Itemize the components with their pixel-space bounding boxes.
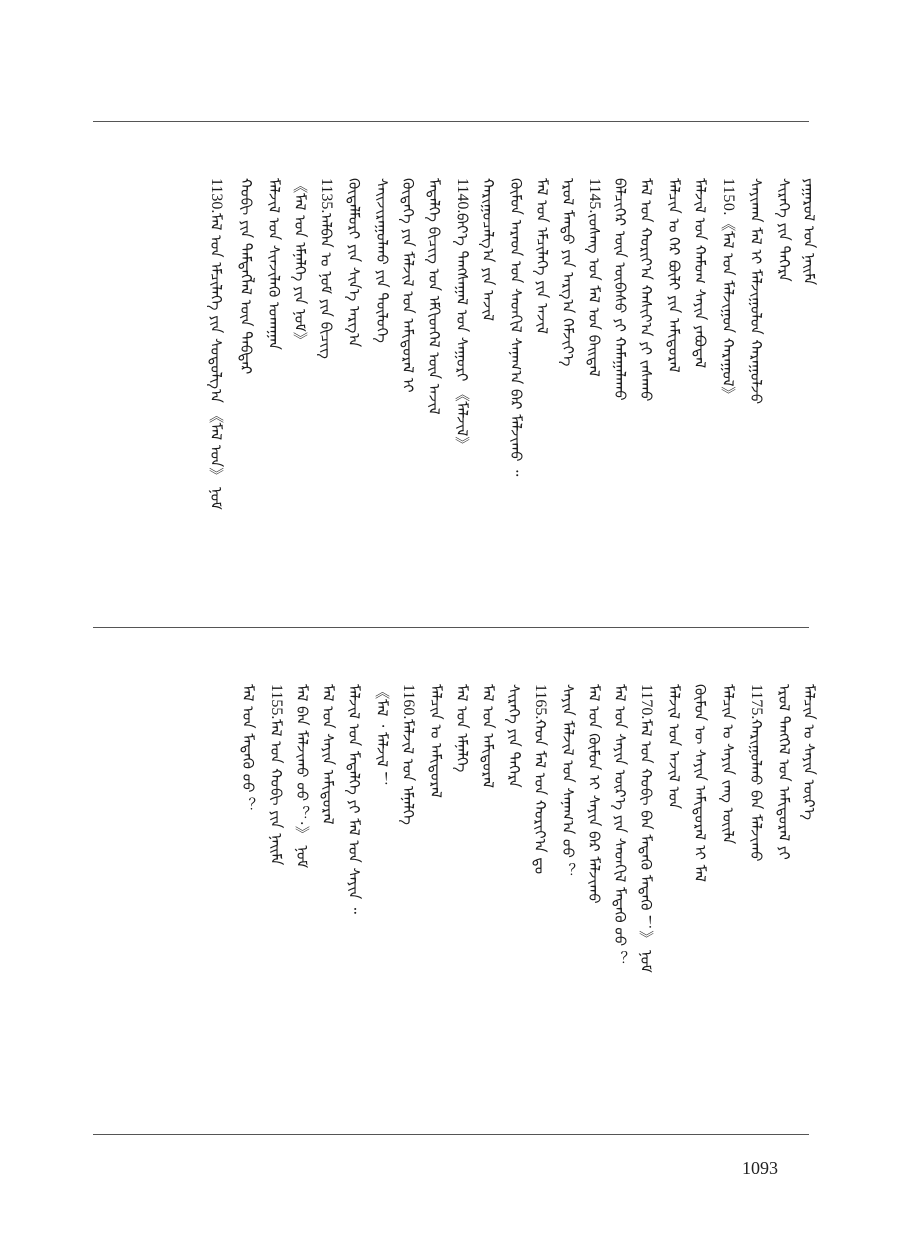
verse-text: ᠬᠦᠳᠡᠯᠮᠦᠷᠢ ᠶᠢᠨ ᠰᠢᠨ᠎ᠡ ᠠᠷᠭ᠎ᠠ [345, 178, 363, 348]
verse-line [265, 684, 287, 866]
verse-line [397, 178, 419, 393]
verse-line [635, 684, 657, 973]
verse-text: 《ᠮᠠᠯ ᠤᠨ ᠮᠠᠯᠵᠢᠭᠤᠨ ᠬᠠᠷᠠᠭᠤᠯ》 [719, 215, 737, 402]
verse-line [263, 178, 285, 350]
verse-text: ᠬᠦᠮᠦᠨ ᠠᠷᠠᠳ ᠤᠨ ᠰᠡᠳᠬᠢᠯ ᠰᠠᠨᠠᠭ᠎ᠠ ᠪᠡᠷ ᠮᠠᠯᠵᠢᠬᠤ ᠃ [507, 178, 525, 477]
verse-line [451, 178, 473, 452]
verse-text: ᠮᠠᠯᠵᠢᠯ ᠤᠨ ᠬᠠᠮᠤᠭ ᠰᠠᠶᠢᠨ ᠶᠠᠪᠤᠳᠠᠯ [691, 178, 709, 369]
verse-text: ᠮᠠᠯᠴᠢᠨ ᠤ ᠠᠮᠢᠳᠤᠷᠠᠯ [427, 684, 445, 798]
verse-line [397, 684, 419, 825]
verse-text: ᠡᠷᠦᠯ ᠲᠡᠩᠭᠡᠯ ᠤᠨ ᠠᠮᠢᠳᠤᠷᠠᠯ ᠶᠢ [775, 684, 793, 860]
verse-line [237, 684, 259, 812]
verse-text: ᠮᠠᠯᠴᠢᠨ ᠤ ᠰᠠᠶᠢᠨ ᠵᠠᠩ ᠦᠢᠯᠡ [719, 684, 737, 845]
verse-line [371, 178, 393, 343]
verse-text: ᠰᠢᠷᠡᠭᠡ ᠶᠢᠨ ᠳᠡᠭᠡᠷᠡ [505, 684, 523, 788]
verse-line [689, 178, 711, 368]
verse-line [451, 684, 473, 772]
verse-line [371, 684, 393, 787]
verse-line [717, 684, 739, 844]
verse-text: ᠮᠠᠯᠵᠢᠯ ᠤᠨ ᠮᠡᠳᠡᠯᠭᠡ ᠶᠢ ᠮᠠᠯ ᠤᠨ ᠰᠠᠶᠢᠨ ᠃ [345, 684, 363, 914]
bottom-rule [93, 1134, 809, 1135]
verse-text: ᠮᠠᠯ ᠤᠨ ᠰᠠᠶᠢᠨ ᠠᠮᠢᠳᠤᠷᠠᠯ [319, 684, 337, 825]
line-number: 1145. [586, 178, 603, 214]
verse-text: ᠬᠦᠳᠡᠭᠡ ᠶᠢᠨ ᠮᠠᠯᠵᠢᠯ ᠤᠨ ᠠᠮᠢᠳᠤᠷᠠᠯ ᠢ [399, 178, 417, 393]
verse-text: ᠮᠠᠯᠴᠢᠨ ᠤ ᠰᠠᠶᠢᠨ ᠦᠷ᠎ᠡ [800, 684, 818, 820]
verse-line [635, 178, 657, 401]
top-rule [93, 121, 809, 122]
verse-text: ᠮᠠᠯᠵᠢᠯ ᠤᠨ ᠠᠵᠢᠯ ᠤᠨ [665, 684, 683, 809]
line-number: 1140. [454, 178, 471, 214]
verse-text: ᠮᠠᠯᠵᠢᠯ ᠤᠨ ᠡᠮᠨᠡᠯᠭᠡ [399, 719, 417, 826]
verse-text: ᠡᠷᠦᠯ ᠮᠡᠨᠳᠦ ᠶᠢᠨ ᠠᠷᠭ᠎ᠠ ᠬᠡᠮᠵᠢᠶ᠎ᠡ [559, 178, 577, 367]
verse-section-lower [93, 634, 818, 1124]
verse-line [583, 178, 605, 377]
verse-text: ᠶᠠᠭᠠᠷᠤᠯ ᠤᠨ ᠨᠠᠢᠮᠠ [800, 178, 818, 286]
verse-text: ᠬᠤᠨ ᠮᠠᠯ ᠤᠨ ᠬᠣᠷᠢᠶ᠎ᠠ ᠳᠤ [531, 719, 549, 875]
verse-text: ᠮᠠᠯ ᠤᠨ ᠠᠮᠢᠳᠤᠷᠠᠯ [479, 684, 497, 788]
verse-text: ᠵᠤᠰᠠᠩ ᠤᠨ ᠮᠠᠯ ᠤᠨ ᠪᠠᠢᠳᠠᠯ [585, 213, 603, 378]
verse-text: ᠪᠡᠶ᠎ᠡ ᠲᠠᠩᠰᠠᠭᠠᠯ ᠤᠨ ᠰᠠᠭᠤᠷᠢ 《ᠮᠠᠯᠵᠢᠯ》 [453, 213, 471, 452]
verse-text: ᠪᠡᠯᠴᠢᠭᠡᠷ ᠦᠨ ᠥᠪᠡᠰᠦ ᠶᠢ ᠬᠠᠮᠠᠭᠠᠯᠠᠬᠤ [611, 178, 629, 401]
verse-text: ᠬᠦᠮᠦᠨ ᠦ ᠰᠠᠶᠢᠨ ᠠᠮᠢᠳᠤᠷᠠᠯ ᠢ ᠮᠠᠯ [691, 684, 709, 882]
verse-line [505, 178, 527, 476]
verse-text: 《ᠮᠠᠯ ᠤᠨ ᠡᠮᠨᠡᠯᠭᠡ ᠶᠢᠨ ᠨᠣᠮ》 [291, 178, 309, 347]
verse-line [205, 178, 227, 510]
verse-line [477, 684, 499, 788]
verse-text: ᠠᠯᠪᠠᠨ ᠤ ᠨᠣᠮ ᠶᠢᠨ ᠪᠢᠴᠢᠭ [317, 213, 335, 360]
verse-line [531, 178, 553, 334]
verse-line [557, 178, 579, 366]
verse-text: ᠮᠠᠯ ᠤᠨ ᠰᠠᠶᠢᠨ ᠦᠷ᠎ᠡ ᠶᠢᠨ ᠰᠡᠳᠬᠢᠯ ᠮᠡᠳᠡᠬᠦ ᠦᠦ ？ [611, 684, 629, 966]
verse-text: ᠬᠠᠷᠢᠭᠤᠴᠠᠯᠭ᠎ᠠ ᠶᠢᠨ ᠠᠵᠢᠯ [479, 178, 497, 322]
verse-line [609, 684, 631, 966]
verse-line [235, 178, 257, 374]
line-number: 1130. [208, 178, 225, 214]
line-number: 1150. [720, 178, 737, 216]
middle-rule [93, 627, 809, 628]
verse-line [745, 178, 767, 404]
verse-line [663, 178, 685, 373]
verse-line [609, 178, 631, 401]
verse-line [291, 684, 313, 868]
verse-line [343, 178, 365, 347]
verse-line [317, 684, 339, 824]
verse-text: ᠰᠢᠷᠡᠭᠡ ᠶᠢᠨ ᠳᠡᠭᠡᠷᠡ [775, 178, 793, 282]
verse-line [583, 684, 605, 904]
verse-line [798, 684, 820, 820]
verse-text: ᠰᠠᠢᠵᠢᠷᠠᠭᠤᠯᠬᠤ ᠶᠢᠨ ᠲᠦᠯᠦᠭᠡ [373, 178, 391, 343]
line-number: 1170. [638, 684, 655, 720]
verse-text: ᠮᠠᠯᠴᠢᠨ ᠤ ᠭᠡᠷ ᠪᠦᠯᠢ ᠶᠢᠨ ᠠᠮᠢᠳᠤᠷᠠᠯ [665, 178, 683, 373]
verse-text: ᠮᠠᠯ ᠤᠨ ᠬᠣᠪᠢ ᠶᠢᠨ ᠨᠠᠢᠮᠠ [267, 719, 285, 866]
verse-text: ᠮᠠᠯᠵᠢᠯ ᠤᠨ ᠰᠢᠨᠵᠢᠯᠡᠬᠦ ᠤᠬᠠᠭᠠᠨ [265, 178, 283, 350]
verse-text: ᠮᠡᠳᠡᠯᠭᠡ ᠪᠢᠴᠢᠭ ᠤᠨ ᠡᠮᠬᠢᠳᠬᠡᠯ ᠦᠨ ᠠᠵᠢᠯ [425, 178, 443, 415]
verse-line [689, 684, 711, 882]
line-number: 1155. [268, 684, 285, 720]
verse-line [773, 178, 795, 282]
verse-text: ᠮᠠᠯ ᠤᠨ ᠮᠡᠳᠡᠬᠦ ᠦᠦ ？ [239, 684, 257, 813]
verse-line [289, 178, 311, 347]
verse-line [745, 684, 767, 862]
verse-line [315, 178, 337, 359]
verse-text: ᠮᠠᠯ ᠤᠨ ᠡᠮᠨᠡᠯᠭᠡ [453, 684, 471, 773]
verse-line [423, 178, 445, 415]
verse-line [773, 684, 795, 860]
page-number: 1093 [742, 1158, 778, 1178]
verse-line [477, 178, 499, 321]
verse-line [529, 684, 551, 874]
verse-text: 《ᠮᠠᠯ ᠂ ᠮᠠᠯᠵᠢᠯ ！ [373, 684, 391, 787]
verse-text: ᠰᠠᠶᠢᠨ ᠮᠠᠯᠵᠢᠯ ᠤᠨ ᠰᠠᠨᠠᠭ᠎ᠠ ᠦᠦ ？ [559, 684, 577, 878]
line-number: 1175. [748, 684, 765, 720]
verse-text: ᠮᠠᠯ ᠪᠡᠨ ᠮᠠᠯᠵᠢᠬᠤ ᠦᠦ ？·》 ᠨᠣᠮ [293, 684, 311, 869]
verse-text: ᠰᠠᠶᠢᠬᠠᠨ ᠮᠠᠯ ᠢ ᠮᠠᠯᠵᠢᠭᠤᠯᠤᠨ ᠬᠠᠷᠠᠭᠤᠯᠵᠤ [747, 178, 765, 405]
verse-line [717, 178, 739, 401]
verse-section-upper [93, 128, 818, 618]
verse-text: ᠮᠠᠯ ᠤᠨ ᠬᠣᠷᠢᠶ᠎ᠠ ᠬᠠᠰᠢᠶ᠎ᠠ ᠶᠢ ᠵᠠᠰᠠᠬᠤ [637, 178, 655, 402]
verse-text: ᠬᠣᠪᠢ ᠶᠢᠨ ᠲᠡᠮᠳᠡᠭᠯᠡᠯ ᠦᠨ ᠳᠡᠪᠲᠡᠷ [237, 178, 255, 375]
verse-text: ᠮᠠᠯ ᠤᠨ ᠬᠣᠪᠢ ᠪᠡᠨ ᠮᠡᠳᠡᠬᠦ ᠮᠡᠳᠡᠬᠦ ！》 ᠨᠣᠮ [637, 719, 655, 974]
verse-line [557, 684, 579, 878]
verse-line [425, 684, 447, 798]
line-number: 1160. [400, 684, 417, 720]
verse-line [663, 684, 685, 809]
verse-text: ᠮᠠᠯ ᠤᠨ ᠬᠦᠮᠦᠨ ᠢ ᠰᠠᠶᠢᠨ ᠪᠡᠷ ᠮᠠᠯᠵᠢᠬᠤ [585, 684, 603, 904]
line-number: 1135. [318, 178, 335, 214]
verse-text: ᠮᠠᠯ ᠤᠨ ᠡᠮᠴᠢᠯᠡᠭᠡ ᠶᠢᠨ ᠰᠣᠳᠤᠯᠭ᠎ᠠ 《ᠮᠠᠯ ᠤᠨ》 ᠨᠣᠮ [207, 213, 225, 511]
line-number: 1165. [532, 684, 549, 720]
verse-text: ᠬᠠᠷᠢᠭᠤᠯᠬᠤ ᠪᠠᠨ ᠮᠠᠯᠵᠢᠬᠤ [747, 719, 765, 862]
verse-line [798, 178, 820, 285]
verse-text: ᠮᠠᠯ ᠤᠨ ᠡᠮᠴᠢᠯᠡᠭᠡ ᠶᠢᠨ ᠠᠵᠢᠯ [533, 178, 551, 334]
verse-line [343, 684, 365, 914]
verse-line [503, 684, 525, 788]
